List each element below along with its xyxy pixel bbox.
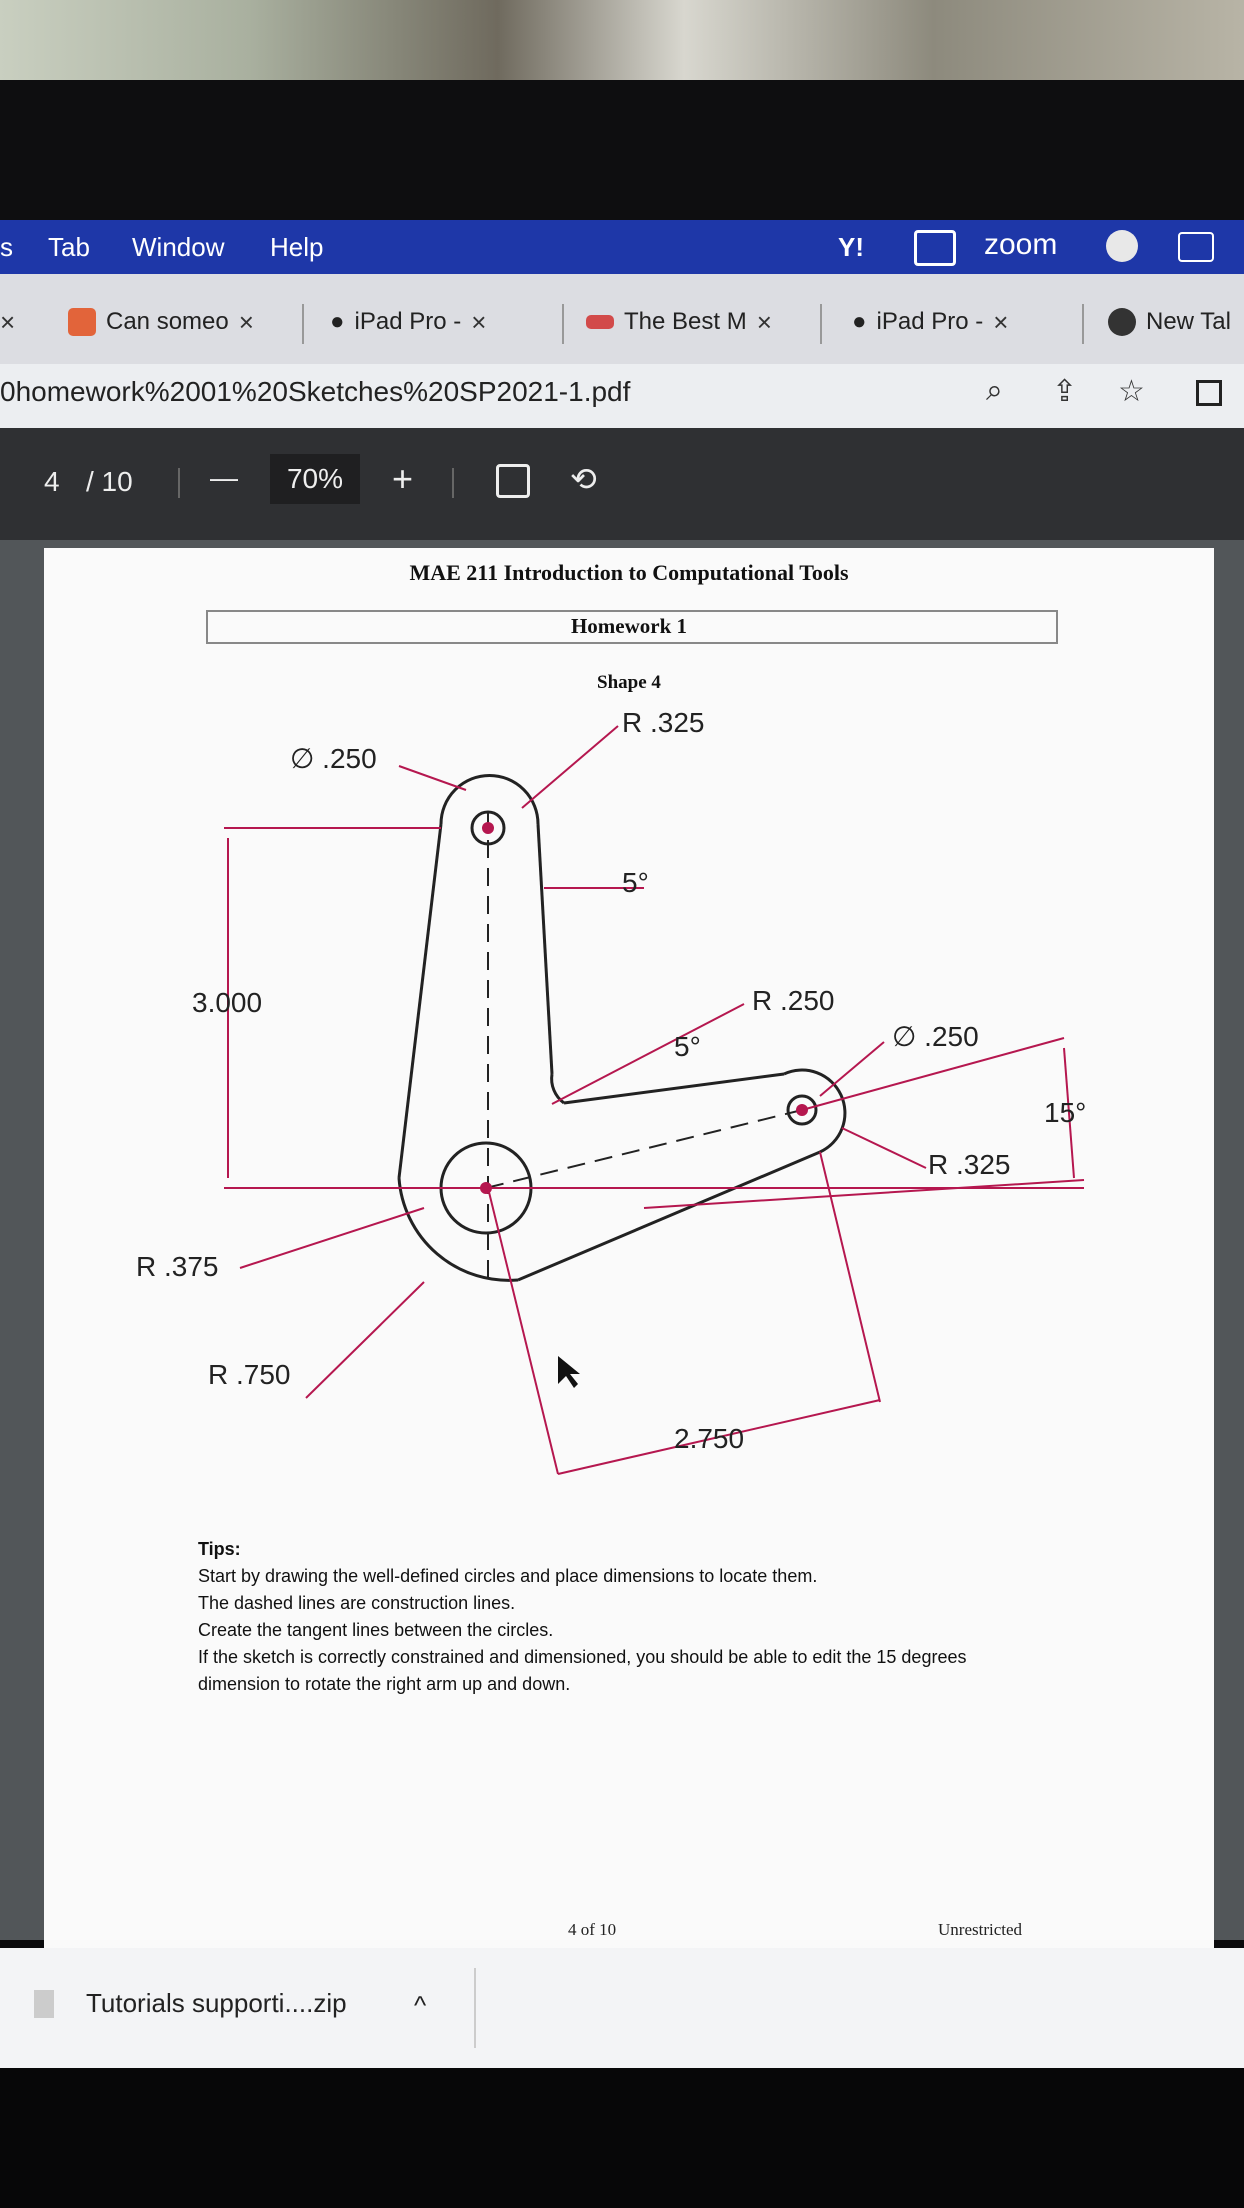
menu-tab[interactable]: Tab (48, 232, 90, 262)
rotate-icon[interactable]: ⟲ (570, 461, 597, 497)
tab-label: Can someo (106, 308, 229, 335)
dim-angle-5b: 5° (674, 1031, 701, 1062)
favicon-icon (586, 315, 614, 329)
tab-ipad-pro-1[interactable] (330, 304, 486, 340)
page-footer: 4 of 10 (568, 1920, 617, 1939)
url-text[interactable]: 0homework%2001%20Sketches%20SP2021-1.pdf (0, 376, 631, 407)
menu-window[interactable]: Window (132, 232, 225, 262)
close-icon[interactable]: × (238, 306, 254, 337)
tab-strip (0, 274, 1244, 364)
download-filename[interactable]: Tutorials supporti....zip (86, 1988, 347, 2018)
sidebar-icon[interactable] (1196, 380, 1222, 406)
zip-file-icon (34, 1990, 54, 2018)
leader-r-750 (306, 1282, 424, 1398)
cad-sketch (44, 548, 1214, 1548)
homework-title: Homework 1 (570, 614, 688, 638)
address-bar[interactable] (0, 364, 1244, 428)
screen-share-icon[interactable] (914, 230, 956, 266)
tips-heading: Tips: (198, 1539, 241, 1559)
dim-length: 2.750 (674, 1423, 745, 1454)
profile-icon[interactable] (1106, 230, 1138, 262)
leader-dia-right (820, 1042, 884, 1096)
center-point (482, 822, 494, 834)
menu-help[interactable]: Help (270, 232, 324, 262)
download-menu-chevron[interactable]: ^ (414, 1990, 427, 2020)
tip-line: Start by drawing the well-defined circles and place dimensions to locate them. (198, 1566, 818, 1586)
bookmark-star-icon[interactable]: ☆ (1118, 375, 1145, 408)
tab-label: iPad Pro - (876, 308, 984, 335)
angle-reference-line (644, 1180, 1084, 1208)
dim-angle-15: 15° (1044, 1097, 1087, 1128)
leader-r-top (522, 726, 618, 808)
dim-height: 3.000 (192, 987, 263, 1018)
pdf-page (44, 548, 1214, 1958)
length-extension-right (820, 1152, 880, 1402)
favicon-icon (68, 308, 96, 336)
tab-new-tab[interactable] (1108, 304, 1231, 340)
pdf-toolbar (0, 428, 1244, 540)
leader-r-inner (552, 1004, 744, 1104)
dim-r-375: R .375 (136, 1251, 219, 1282)
page-number-input[interactable]: 4 (44, 466, 60, 497)
monitor-bottom-bezel (0, 2068, 1244, 2208)
fit-page-icon[interactable] (496, 464, 530, 498)
course-title: MAE 211 Introduction to Computational Tools (409, 560, 849, 585)
control-center-icon[interactable] (1178, 232, 1214, 262)
leader-dia-top (399, 766, 466, 790)
share-icon[interactable]: ⇪ (1052, 375, 1078, 408)
menu-item-partial[interactable]: s (0, 232, 13, 262)
zoom-out-button[interactable]: — (210, 462, 238, 493)
page-total: / 10 (86, 466, 133, 497)
tab-can-someone[interactable] (68, 304, 254, 340)
tip-line: If the sketch is correctly constrained and dimensioned, you should be able to edit the 15 degrees (198, 1647, 967, 1667)
close-icon[interactable]: × (471, 306, 487, 337)
tab-ipad-pro-2[interactable] (852, 304, 1008, 340)
tab-label: New Tal (1146, 308, 1231, 335)
close-icon[interactable]: × (756, 306, 772, 337)
dim-angle-5a: 5° (622, 867, 649, 898)
top-arc (441, 776, 538, 825)
close-tab-icon[interactable]: × (0, 306, 16, 337)
lower-arm-line (518, 1152, 820, 1280)
chrome-icon (1108, 308, 1136, 336)
tab-label: iPad Pro - (354, 308, 462, 335)
zoom-level[interactable]: 70% (270, 454, 360, 504)
zoom-menu-label[interactable]: zoom (984, 228, 1058, 261)
tip-line: dimension to rotate the right arm up and down. (198, 1674, 571, 1694)
tip-line: Create the tangent lines between the circles. (198, 1620, 554, 1640)
download-bar (0, 1948, 1244, 2068)
upper-arm-line (564, 1074, 784, 1103)
mouse-cursor-icon (558, 1356, 580, 1388)
length-extension-left (488, 1188, 558, 1474)
dim-r-top: R .325 (622, 707, 705, 738)
menu-bar (0, 220, 1244, 274)
dim-r-inner: R .250 (752, 985, 835, 1016)
search-zoom-icon[interactable]: ⌕ (986, 374, 1003, 407)
dim-dia-right: ∅ .250 (892, 1021, 979, 1052)
leader-r-375 (240, 1208, 424, 1268)
zoom-in-button[interactable]: + (392, 458, 414, 499)
tab-the-best[interactable] (586, 304, 772, 340)
left-tangent-line (399, 824, 441, 1178)
status-icon[interactable]: Y! (838, 232, 864, 262)
close-icon[interactable]: × (993, 306, 1009, 337)
shape-title: Shape 4 (597, 672, 661, 693)
diagonal-construction-line (486, 1110, 802, 1188)
dim-r-right: R .325 (928, 1149, 1011, 1180)
tab-label: The Best M (624, 308, 747, 335)
apple-icon: ● (330, 308, 345, 335)
inner-vertical-line (538, 824, 552, 1074)
tips-section (198, 1536, 966, 1698)
apple-icon: ● (852, 308, 867, 335)
background-wall (0, 0, 1244, 90)
monitor-bezel (0, 80, 1244, 230)
classification-label: Unrestricted (938, 1920, 1023, 1939)
tip-line: The dashed lines are construction lines. (198, 1593, 516, 1613)
dim-r-750: R .750 (208, 1359, 291, 1390)
leader-r-right (842, 1128, 926, 1168)
dim-dia-top: ∅ .250 (290, 743, 377, 774)
